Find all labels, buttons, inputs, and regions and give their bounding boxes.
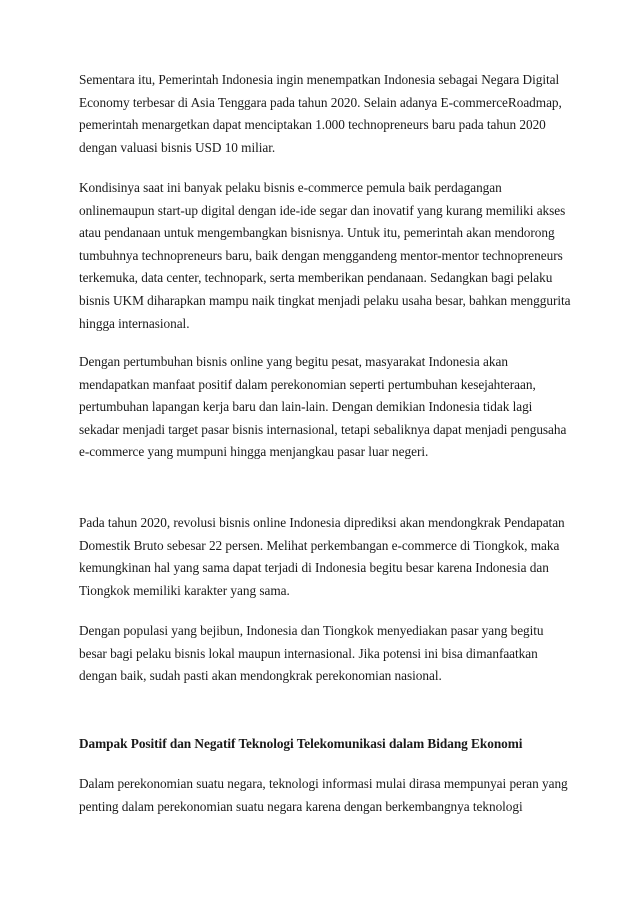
paragraph-line: bisnis UKM diharapkan mampu naik tingkat menjadi pelaku usaha besar, bahkan menggurita — [79, 292, 571, 308]
paragraph-line: Dalam perekonomian suatu negara, teknologi informasi mulai dirasa mempunyai peran yang — [79, 776, 568, 791]
paragraph-line: mendapatkan manfaat positif dalam perekonomian seperti pertumbuhan kesejahteraan, — [79, 376, 536, 392]
paragraph-line: Tiongkok memiliki karakter yang sama. — [79, 582, 290, 598]
paragraph-3 — [79, 351, 579, 464]
paragraph-line: atau pendanaan untuk mengembangkan bisnisnya. Untuk itu, pemerintah akan mendorong — [79, 225, 555, 241]
paragraph-1 — [79, 69, 579, 159]
paragraph-line: dengan valuasi bisnis USD 10 miliar. — [79, 139, 276, 155]
paragraph-line: Economy terbesar di Asia Tenggara pada tahun 2020. Selain adanya E-commerceRoadmap, — [79, 94, 562, 110]
paragraph-line: Pada tahun 2020, revolusi bisnis online Indonesia diprediksi akan mendongkrak Pendapatan — [79, 515, 565, 530]
paragraph-2 — [79, 177, 579, 335]
paragraph-line: sekadar menjadi target pasar bisnis internasional, tetapi sebaliknya dapat menjadi pengusaha — [79, 421, 567, 437]
paragraph-line: pertumbuhan lapangan kerja baru dan lain-lain. Dengan demikian Indonesia tidak lagi — [79, 399, 533, 415]
paragraph-5 — [79, 620, 579, 688]
paragraph-line: hingga internasional. — [79, 315, 190, 331]
paragraph-line: pemerintah menargetkan dapat menciptakan 1.000 technopreneurs baru pada tahun 2020 — [79, 117, 546, 133]
heading-text: Dampak Positif dan Negatif Teknologi Telekomunikasi dalam Bidang Ekonomi — [79, 736, 523, 751]
paragraph-line: terkemuka, data center, technopark, serta memberikan pendanaan. Sedangkan bagi pelaku — [79, 270, 553, 286]
paragraph-line: tumbuhnya technopreneurs baru, baik dengan menggandeng mentor-mentor technopreneurs — [79, 247, 563, 263]
paragraph-line: kemungkinan hal yang sama dapat terjadi di Indonesia begitu besar karena Indonesia dan — [79, 560, 549, 576]
paragraph-4 — [79, 512, 579, 602]
paragraph-line: Domestik Bruto sebesar 22 persen. Melihat perkembangan e-commerce di Tiongkok, maka — [79, 537, 560, 553]
paragraph-line: besar bagi pelaku bisnis lokal maupun internasional. Jika potensi ini bisa dimanfaatkan — [79, 645, 538, 661]
paragraph-line: Dengan pertumbuhan bisnis online yang begitu pesat, masyarakat Indonesia akan — [79, 354, 508, 369]
paragraph-line: Sementara itu, Pemerintah Indonesia ingin menempatkan Indonesia sebagai Negara Digital — [79, 72, 560, 87]
paragraph-line: penting dalam perekonomian suatu negara karena dengan berkembangnya teknologi — [79, 798, 523, 814]
paragraph-line: Kondisinya saat ini banyak pelaku bisnis e-commerce pemula baik perdagangan — [79, 180, 502, 195]
paragraph-line: onlinemaupun start-up digital dengan ide-ide segar dan inovatif yang kurang memiliki akses — [79, 202, 566, 218]
paragraph-line: Dengan populasi yang bejibun, Indonesia dan Tiongkok menyediakan pasar yang begitu — [79, 623, 544, 638]
paragraph-line: dengan baik, sudah pasti akan mendongkrak perekonomian nasional. — [79, 668, 442, 684]
paragraph-line: e-commerce yang mumpuni hingga menjangkau pasar luar negeri. — [79, 444, 429, 460]
paragraph-6 — [79, 773, 579, 818]
section-heading — [79, 733, 579, 756]
